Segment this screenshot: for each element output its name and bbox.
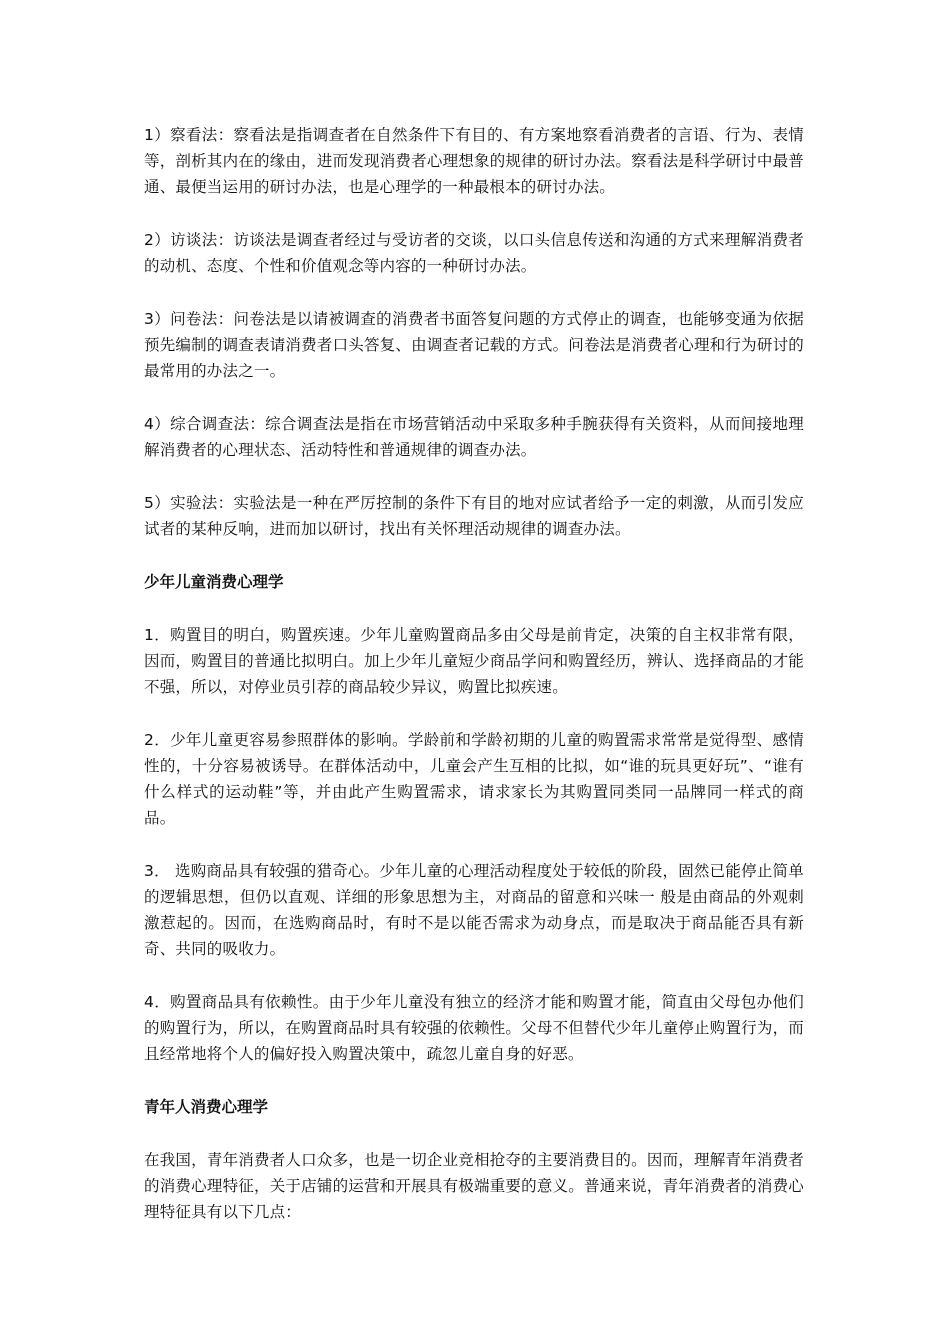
section-heading-children: 少年儿童消费心理学 xyxy=(144,573,284,591)
paragraph-comprehensive-survey-method: 4）综合调查法：综合调查法是指在市场营销活动中采取多种手腕获得有关资料，从而间接地理解消费者的心理状态、活动特性和普通规律的调查办法。 xyxy=(144,415,804,459)
paragraph-interview-method: 2）访谈法：访谈法是调查者经过与受访者的交谈，以口头信息传送和沟通的方式来理解消费者的动机、态度、个性和价值观念等内容的一种研讨办法。 xyxy=(144,231,804,275)
paragraph-children-point-2: 2．少年儿童更容易参照群体的影响。学龄前和学龄初期的儿童的购置需求常常是觉得型、感情性的，十分容易被诱导。在群体活动中，儿童会产生互相的比拟，如“谁的玩具更好玩”、“谁有什么样式的运动鞋”等，并由此产生购置需求，请求家长为其购置同类同一品牌同一样式的商品。 xyxy=(144,731,804,827)
paragraph-experiment-method: 5）实验法：实验法是一种在严厉控制的条件下有目的地对应试者给予一定的刺激，从而引发应试者的某种反响，进而加以研讨，找出有关怀理活动规律的调查办法。 xyxy=(144,494,804,538)
paragraph-children-point-1: 1．购置目的明白，购置疾速。少年儿童购置商品多由父母是前肯定，决策的自主权非常有限，因而，购置目的普通比拟明白。加上少年儿童短少商品学问和购置经历，辨认、选择商品的才能不强，所以，对停业员引荐的商品较少异议，购置比拟疾速。 xyxy=(144,626,804,696)
paragraph-children-point-3: 3． 选购商品具有较强的猎奇心。少年儿童的心理活动程度处于较低的阶段，固然已能停止简单的逻辑思想，但仍以直观、详细的形象思想为主，对商品的留意和兴味一 般是由商品的外观刺激惹起的。因而，在选购商品时，有时不是以能否需求为动身点，而是取决于商品能否具有新奇、共同的吸收力。 xyxy=(144,862,804,958)
paragraph-children-point-4: 4．购置商品具有依赖性。由于少年儿童没有独立的经济才能和购置才能，简直由父母包办他们的购置行为，所以，在购置商品时具有较强的依赖性。父母不但替代少年儿童停止购置行为，而且经常地将个人的偏好投入购置决策中，疏忽儿童自身的好恶。 xyxy=(144,993,804,1063)
paragraph-observation-method: 1）察看法：察看法是指调查者在自然条件下有目的、有方案地察看消费者的言语、行为、表情等，剖析其内在的缘由，进而发现消费者心理想象的规律的研讨办法。察看法是科学研讨中最普通、最便当运用的研讨办法，也是心理学的一种最根本的研讨办法。 xyxy=(144,126,804,196)
document-body xyxy=(144,122,804,1252)
section-heading-youth: 青年人消费心理学 xyxy=(144,1098,269,1116)
paragraph-questionnaire-method: 3）问卷法：问卷法是以请被调查的消费者书面答复问题的方式停止的调查，也能够变通为依据预先编制的调查表请消费者口头答复、由调查者记载的方式。问卷法是消费者心理和行为研讨的最常用的办法之一。 xyxy=(144,310,804,380)
paragraph-youth-intro: 在我国，青年消费者人口众多，也是一切企业竞相抢夺的主要消费目的。因而，理解青年消费者的消费心理特征，关于店铺的运营和开展具有极端重要的意义。普通来说，青年消费者的消费心理特征具有以下几点： xyxy=(144,1151,804,1221)
